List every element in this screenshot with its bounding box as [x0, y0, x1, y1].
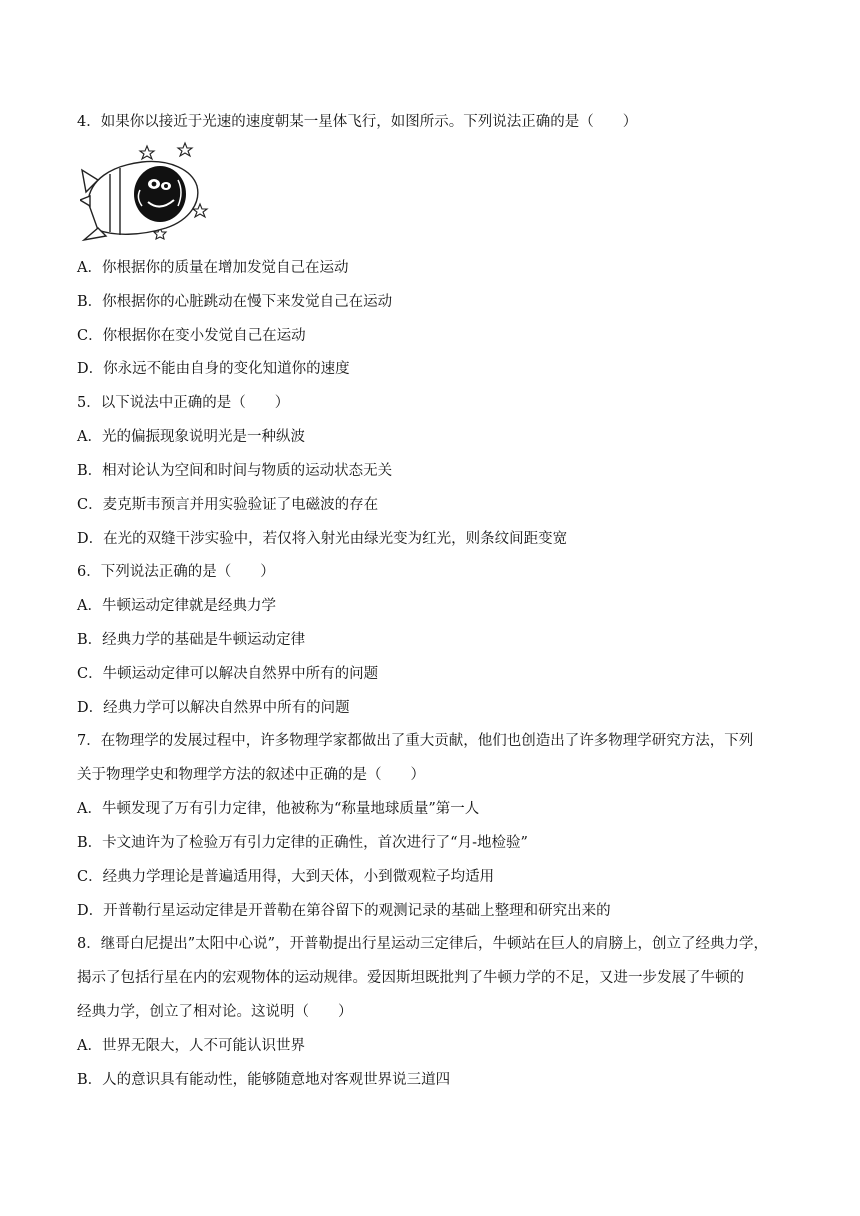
question-4-option-b: B．你根据你的心脏跳动在慢下来发觉自己在运动 [77, 294, 393, 310]
question-8-stem-line-1: 8．继哥白尼提出”太阳中心说”，开普勒提出行星运动三定律后，牛顿站在巨人的肩膀上，创立了经典力学， [77, 936, 769, 952]
question-4-option-d: D．你永远不能由自身的变化知道你的速度 [77, 361, 350, 377]
question-8-option-a: A．世界无限大，人不可能认识世界 [77, 1038, 305, 1054]
star-icon [178, 143, 192, 156]
question-7-option-a: A．牛顿发现了万有引力定律，他被称为“称量地球质量”第一人 [77, 801, 480, 817]
question-7-stem-line-1: 7．在物理学的发展过程中，许多物理学家都做出了重大贡献，他们也创造出了许多物理学研究方法，下列 [77, 733, 754, 749]
question-8-option-b: B．人的意识具有能动性，能够随意地对客观世界说三道四 [77, 1072, 451, 1088]
question-6-stem: 6．下列说法正确的是（ ） [77, 564, 275, 580]
question-4-option-a: A．你根据你的质量在增加发觉自己在运动 [77, 260, 349, 276]
question-7-stem-line-2: 关于物理学史和物理学方法的叙述中正确的是（ ） [77, 767, 425, 783]
question-4-option-c: C．你根据你在变小发觉自己在运动 [77, 328, 306, 344]
question-7-option-d: D．开普勒行星运动定律是开普勒在第谷留下的观测记录的基础上整理和研究出来的 [77, 903, 611, 919]
question-7-option-c: C．经典力学理论是普遍适用得，大到天体，小到微观粒子均适用 [77, 869, 495, 885]
question-4-stem: 4．如果你以接近于光速的速度朝某一星体飞行，如图所示。下列说法正确的是（ ） [77, 114, 638, 130]
question-5-option-c: C．麦克斯韦预言并用实验验证了电磁波的存在 [77, 497, 379, 513]
question-5-option-d: D．在光的双缝干涉实验中，若仅将入射光由绿光变为红光，则条纹间距变宽 [77, 531, 568, 547]
question-8-stem-line-3: 经典力学，创立了相对论。这说明（ ） [77, 1004, 353, 1020]
question-5-option-a: A．光的偏振现象说明光是一种纵波 [77, 429, 305, 445]
question-6-option-b: B．经典力学的基础是牛顿运动定律 [77, 632, 306, 648]
star-icon [140, 146, 154, 159]
question-6-option-d: D．经典力学可以解决自然界中所有的问题 [77, 700, 350, 716]
question-6-option-c: C．牛顿运动定律可以解决自然界中所有的问题 [77, 666, 379, 682]
question-5-stem: 5．以下说法中正确的是（ ） [77, 395, 290, 411]
question-6-option-a: A．牛顿运动定律就是经典力学 [77, 598, 276, 614]
question-8-stem-line-2: 揭示了包括行星在内的宏观物体的运动规律。爱因斯坦既批判了牛顿力学的不足，又进一步发展了牛顿的 [77, 970, 744, 986]
question-7-option-b: B．卡文迪许为了检验万有引力定律的正确性，首次进行了“月-地检验” [77, 835, 528, 851]
question-5-option-b: B．相对论认为空间和时间与物质的运动状态无关 [77, 463, 393, 479]
rocket-illustration [80, 140, 215, 245]
